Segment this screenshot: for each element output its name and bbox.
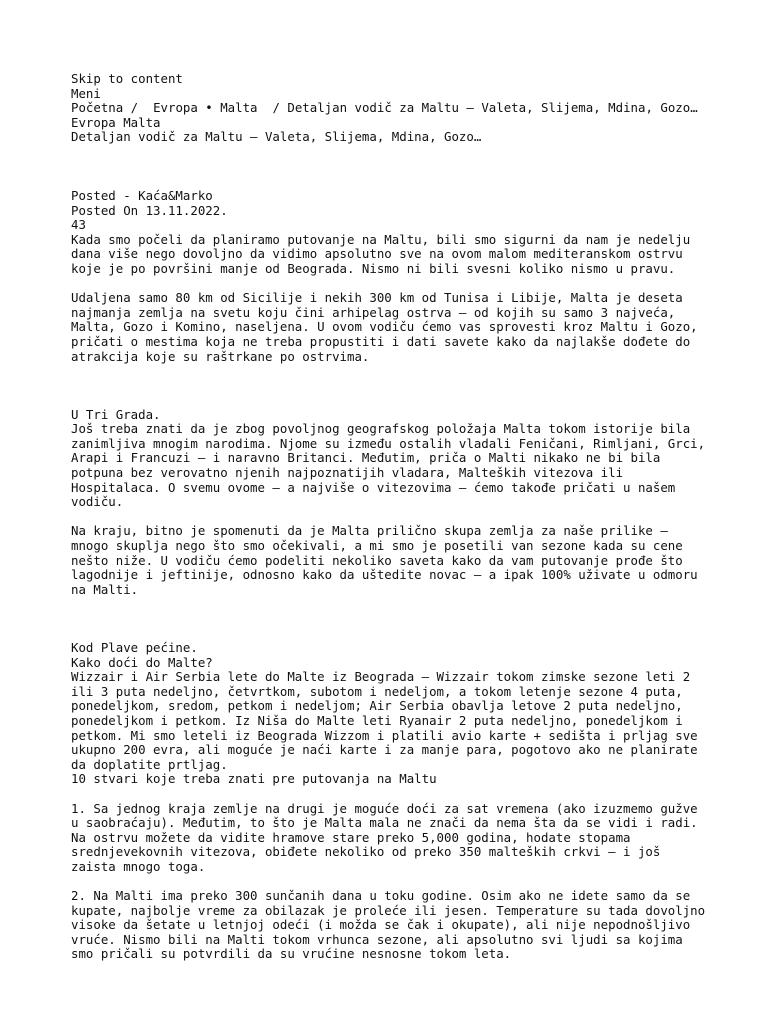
post-author: Posted - Kaća&Marko (71, 187, 213, 203)
breadcrumb-current: Detaljan vodič za Maltu — Valeta, Slijema, Mdina, Gozo… (287, 100, 698, 116)
breadcrumb-category-link[interactable]: Evropa • Malta (153, 100, 258, 116)
article-paragraph-intro-1: Kada smo počeli da planiramo putovanje na Maltu, bili smo sigurni da nam je nedelju dana više nego dovoljno da vidimo apsolutno sve na ovom malom mediteranskom ostrvu koje je po površini manje od Beograda. Nismo ni bili svesni koliko nismo u pravu. (71, 231, 691, 276)
spacer (71, 787, 708, 802)
spacer (71, 145, 708, 189)
image-caption-plava-pecina: Kod Plave pećine. (71, 640, 198, 655)
section-heading-getting-there: Kako doći do Malte? (71, 654, 213, 670)
section-heading-ten-things: 10 stvari koje treba znati pre putovanja na Maltu (71, 771, 437, 787)
article-paragraph-getting-there: Wizzair i Air Serbia lete do Malte iz Beograda — Wizzair tokom zimske sezone leti 2 ili 3 puta nedeljno, četvrtkom, subotom i nedeljom, a tokom letenje sezone 4 puta, ponedeljkom, sredom, petkom i nedeljom; Air Serbia obavlja letove 2 puta nedeljno, ponedeljkom i petkom. Iz Niša do Malte leti Ryanair 2 puta nedeljno, ponedeljkom i petkom. Mi smo leteli iz Beograda Wizzom i platili avio karte + sedišta i prljag sve ukupno 200 evra, ali moguće je naći karte i za manje para, pogotovo ako ne planirate da doplatite prtljag. (71, 669, 706, 772)
breadcrumb-home-link[interactable]: Početna (71, 100, 124, 116)
page-title: Detaljan vodič za Maltu — Valeta, Slijema, Mdina, Gozo… (71, 129, 482, 145)
article-paragraph-intro-2: Udaljena samo 80 km od Sicilije i nekih 300 km od Tunisa i Libije, Malta je deseta najmanja zemlja na svetu koju čini arhipelag ostrva — od kojih su samo 3 najveća, Malta, Gozo i Komino, naseljena. U ovom vodiču ćemo vas sprovesti kroz Maltu i Gozo, pričati o mestima koja ne treba propustiti i dati savete kako da najlakše dođete do atrakcija koje su raštrkane po ostrvima. (71, 290, 698, 364)
article-paragraph-cost: Na kraju, bitno je spomenuti da je Malta prilično skupa zemlja za naše prilike — mnogo skuplja nego što smo očekivali, a mi smo je posetili van sezone kada su cene nešto niže. U vodiču ćemo podeliti nekoliko saveta kako da vam putovanje prođe što lagodnije i jeftinije, odnosno kako da uštedite novac — a ipak 100% uživate u odmoru na Malti. (71, 523, 698, 597)
article-paragraph-history: Još treba znati da je zbog povoljnog geografskog položaja Malta tokom istorije bila zanimljiva mnogim narodima. Njome su između ostalih vladali Feničani, Rimljani, Grci, Arapi i Francuzi — i naravno Britanci. Međutim, priča o Malti nikako ne bi bila potpuna bez verovatno njenih najpoznatijih vladara, Malteških vitezova ili Hospitalaca. O svemu ovome — a najviše o vitezovima — ćemo takođe pričati u našem vodiču. (71, 421, 706, 510)
menu-button[interactable]: Meni (71, 85, 101, 101)
category-link[interactable]: Evropa Malta (71, 114, 161, 130)
spacer (71, 612, 708, 641)
post-view-count: 43 (71, 217, 86, 233)
list-item: 2. Na Malti ima preko 300 sunčanih dana u toku godine. Osim ako ne idete samo da se kupate, najbolje vreme za obilazak je proleće ili jesen. Temperature su tada dovoljno visoke da šetate u letnjoj odeći (i možda se čak i okupate), ali nije nepodnošljivo vruće. Nismo bili na Malti tokom vrhunca sezone, ali apsolutno svi ljudi sa kojima smo pričali su potvrdili da su vrućine nesnosne tokom leta. (71, 888, 706, 962)
skip-to-content-link[interactable]: Skip to content (71, 71, 183, 86)
breadcrumb-separator: / (123, 100, 146, 116)
image-caption-tri-grada: U Tri Grada. (71, 406, 161, 422)
breadcrumb-separator: / (264, 100, 288, 116)
breadcrumb (71, 101, 708, 116)
post-date: Posted On 13.11.2022. (71, 202, 228, 218)
list-item: 1. Sa jednog kraja zemlje na drugi je moguće doći za sat vremena (ako izuzmemo gužve u saobraćaju). Međutim, to što je Malta mala ne znači da nema šta da se vidi i radi. Na ostrvu možete da vidite hramove stare preko 5,000 godina, hodate stopama srednjevekovnih vitezova, obiđete nekoliko od preko 350 malteških crkvi — i još zaista mnogo toga. (71, 800, 698, 874)
spacer (71, 379, 708, 408)
